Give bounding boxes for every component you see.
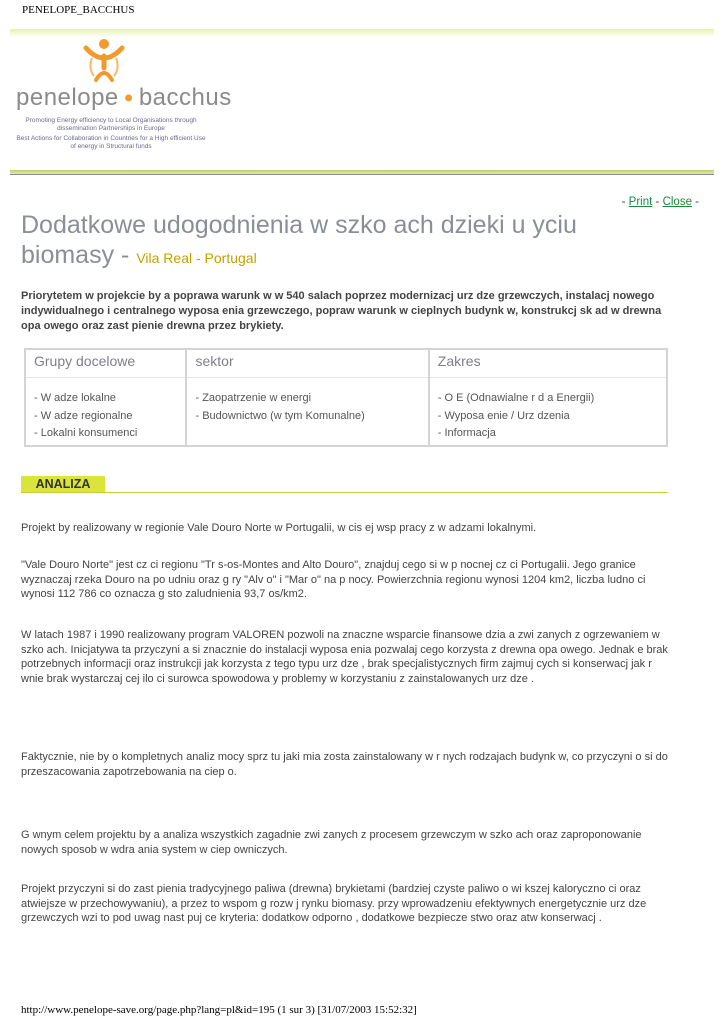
list-item: - W adze lokalne bbox=[34, 392, 116, 404]
intro-text: Priorytetem w projekcie by a poprawa warunk w w 540 salach poprzez modernizacj urz dze grzewczych, instalacj nowego indywidualnego i centralnego wyposa enia grzewczego, popraw warunk w cieplnych budynk w, konstrukcj sk ad w drewna opa owego oraz zast pienie drewna przez brykiety. bbox=[21, 290, 662, 332]
running-header: PENELOPE_BACCHUS bbox=[22, 4, 135, 16]
page-footer-url: http://www.penelope-save.org/page.php?lang=pl&id=195 (1 sur 3) [31/07/2003 15:52:32] bbox=[21, 1004, 417, 1016]
list-item: - Wyposa enie / Urz dzenia bbox=[437, 409, 570, 422]
paragraph-5: G wnym celem projektu by a analiza wszystkich zagadnie zwi zanych z procesem grzewczym w szko ach oraz zaproponowanie nowych sposob w wdra ania system w ciep owniczych. bbox=[21, 829, 642, 856]
close-link[interactable]: Close bbox=[662, 196, 692, 208]
banner-rule-dark bbox=[10, 174, 714, 175]
targets-header-row bbox=[25, 349, 667, 378]
list-item: - Zaopatrzenie w energi bbox=[195, 392, 312, 404]
scope-cell bbox=[429, 378, 667, 446]
paragraph-3: W latach 1987 i 1990 realizowany program VALOREN pozwoli na znaczne wsparcie finansowe dzia a zwi zanych z ogrzewaniem w szko ach. Inicjatywa ta przyczyni a si znacznie do instalacji wyposa enia pozwalaj cego korzysta z drewna opa owego. Jednak e brak potrzebnych informacji oraz instrukcji jak korzysta z tego typu urz dze , brak specjalistycznych firm zajmuj cych si konserwacj jak r wnie brak wystarczaj cej ilo ci surowca spowodowa y problemy w korzystaniu z zainstalowanych urz dze . bbox=[21, 629, 668, 685]
logo-dot-icon: ● bbox=[118, 89, 139, 107]
list-item: - W adze regionalne bbox=[34, 409, 133, 422]
list-item: - Lokalni konsumenci bbox=[34, 427, 138, 439]
title-location: Vila Real - Portugal bbox=[136, 250, 257, 266]
paragraph-6: Projekt przyczyni si do zast pienia tradycyjnego paliwa (drewna) brykietami (bardziej czyste paliwo o wi kszej kaloryczno ci oraz atwiejsze w przechowywaniu), a przez to wspom g rozw j rynku biomasy. przy wprowadzeniu efektywnych energetycznie urz dze grzewczych wzi to pod uwag nast puj ce kryteria: dodatkow odporno , dodatkowe bezpiecze stwo oraz atw konserwacj . bbox=[21, 883, 647, 924]
list-item: - O E (Odnawialne r d a Energii) bbox=[437, 392, 595, 404]
print-link[interactable]: Print bbox=[628, 196, 653, 208]
targets-table bbox=[24, 348, 668, 447]
logo-name-left: penelope bbox=[16, 84, 119, 111]
print-close-links: - Print - Close - bbox=[621, 196, 699, 208]
paragraph-4: Faktycznie, nie by o kompletnych analiz mocy sprz tu jaki mia zosta zainstalowany w r nych rodzajach budynk w, co przyczyni o si do przeszacowania zapotrzebowania na ciep o. bbox=[21, 751, 668, 778]
paragraph-2: "Vale Douro Norte" jest cz ci regionu "Tr s-os-Montes and Alto Douro", znajduj cego si w p nocnej cz ci Portugalii. Jego granice wyznaczaj rzeka Douro na po udniu oraz g ry "Alv o" i "Mar o" na p nocy. Powierzchnia regionu wynosi 1204 km2, liczba ludno ci wynosi 112 786 co oznacza g sto zaludnienia 93,7 os/km2. bbox=[21, 559, 646, 600]
logo-tagline-2: Best Actions for Collaboration in Countries for a High efficient Use of energy in Structural funds bbox=[16, 135, 206, 150]
list-item: - Budownictwo (w tym Komunalne) bbox=[195, 409, 365, 422]
section-heading-analiza: ANALIZA bbox=[21, 476, 105, 492]
logo-wordmark bbox=[16, 84, 232, 112]
logo-tagline-1: Promoting Energy efficiency to Local Organisations through dissemination Partnerships in Europe bbox=[25, 117, 197, 132]
sector-cell bbox=[186, 378, 428, 446]
paragraph-1: Projekt by realizowany w regionie Vale Douro Norte w Portugalii, w cis ej wsp pracy z w adzami lokalnymi. bbox=[21, 522, 537, 534]
section-heading-bar bbox=[21, 476, 668, 493]
targets-body-row bbox=[25, 378, 667, 446]
logo-name-right: bacchus bbox=[138, 84, 232, 111]
list-item: - Informacja bbox=[437, 427, 496, 439]
logo-figure-icon bbox=[82, 38, 126, 82]
title-main: Dodatkowe udogodnienia w szko ach dzieki u yciu biomasy - bbox=[21, 211, 577, 269]
banner-accent bbox=[10, 29, 714, 37]
page-title bbox=[21, 210, 661, 273]
header-target-groups: Grupy docelowe bbox=[25, 349, 186, 378]
header-sector: sektor bbox=[186, 349, 428, 378]
header-scope: Zakres bbox=[429, 349, 667, 378]
target-groups-cell bbox=[25, 378, 186, 446]
